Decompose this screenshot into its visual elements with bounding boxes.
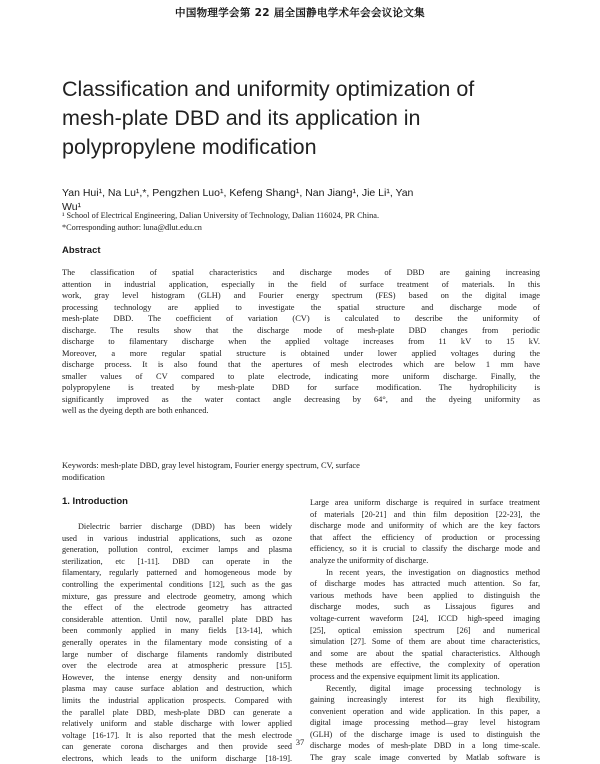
abstract-line: significantly improved as the water contact angle decreasing by 64°, and the dyeing uniformity as — [62, 394, 540, 404]
title-line: polypropylene modification — [62, 135, 317, 159]
abstract-line: processing technology are applied to investigate the spatial structure and discharge mode of — [62, 302, 540, 312]
body-line: of discharge modes has attracted much attention. So far, — [310, 579, 540, 589]
abstract-line: discharge. The results show that the discharge mode of mesh-plate DBD changes from periodic — [62, 325, 540, 335]
paper-title — [62, 75, 562, 162]
body-line: can generate corona discharges and then provide seed — [62, 742, 292, 752]
body-line: discharge modes, such as Lissajous figures and — [310, 602, 540, 612]
body-line: simulation [27]. Some of them are about time characteristics, — [310, 637, 540, 647]
abstract-line: The classification of spatial characteristics and discharge modes of DBD are gaining increasing — [62, 268, 540, 277]
author-line: Wu¹ — [62, 201, 82, 213]
affiliation: ¹ School of Electrical Engineering, Dalian University of Technology, Dalian 116024, PR China. — [62, 211, 380, 220]
body-line: been commonly applied in many fields [13-14], which — [62, 626, 292, 636]
abstract-heading: Abstract — [62, 245, 101, 256]
keywords-line: modification — [62, 472, 105, 482]
body-line: voltage-current waveform [24], ICCD high-speed imaging — [310, 613, 540, 623]
section-heading-introduction: 1. Introduction — [62, 496, 128, 507]
body-line: [25], optical emission spectrum [26] and numerical — [310, 625, 540, 635]
abstract-line: attention in industrial application, especially in the field of surface treatment of materials. In this — [62, 279, 540, 289]
body-line: large number of discharge filaments randomly distributed — [62, 649, 292, 659]
abstract-line: mesh-plate DBD. The coefficient of variation (CV) is calculated to describe the uniformity of — [62, 314, 540, 323]
body-line: various methods have been applied to distinguish the — [310, 590, 540, 600]
body-line: In recent years, the investigation on diagnostics method — [326, 567, 540, 577]
body-line: efficiency, so it is crucial to classify the discharge mode and — [310, 544, 540, 554]
author-list — [62, 186, 542, 214]
abstract-body — [62, 267, 540, 417]
abstract-line: Moreover, a more regular spatial structure is obtained under lower applied voltages during the — [62, 348, 540, 358]
body-line: convenient operation and wide application. In this paper, a — [310, 706, 540, 716]
keywords — [62, 460, 540, 483]
body-line: that affect the efficiency of production or processing — [310, 532, 540, 542]
body-line: (GLH) of the discharge image is used to distinguish the — [310, 729, 540, 739]
body-line: generally operates in the filamentary mode consisting of a — [62, 637, 292, 647]
body-line: and some are about the spatial characteristics. Although — [310, 648, 540, 658]
body-line: over the electrode area at atmospheric pressure [15]. — [62, 661, 292, 671]
left-column — [62, 521, 292, 764]
page-number: 37 — [295, 737, 305, 747]
body-line: limits the industrial application prospects. Compared with — [62, 695, 292, 705]
running-header: 中国物理学会第 22 届全国静电学术年会会议论文集 — [175, 7, 425, 19]
body-line: sterilization, etc [1-11]. DBD can operate in the — [62, 556, 292, 566]
title-line: mesh-plate DBD and its application in — [62, 106, 421, 130]
title-line: Classification and uniformity optimization of — [62, 77, 475, 101]
body-line: relatively uniform and stable discharge with lower applied — [62, 719, 292, 729]
body-line: filamentary, regularly patterned and homogeneous mode by — [62, 568, 292, 578]
body-line: the effect of the electrode geometry has attracted — [62, 603, 292, 613]
body-line: the parallel plate DBD, mesh-plate DBD can generate a — [62, 707, 292, 717]
abstract-line: polypropylene is treated by mesh-plate DBD for surface modification. The hydrophilicity is — [62, 383, 540, 392]
keywords-line: Keywords: mesh-plate DBD, gray level histogram, Fourier energy spectrum, CV, surface — [62, 461, 360, 470]
body-line: mixture, gas pressure and electrode geometry, among which — [62, 591, 292, 601]
abstract-line: well as the dyeing depth are both enhanced. — [62, 406, 209, 415]
body-line: discharge mode and uniformity of which are the key factors — [310, 521, 540, 531]
body-line: process and the expensive equipment limit its application. — [310, 671, 500, 681]
body-line: digital image processing method—gray level histogram — [310, 718, 540, 728]
body-line: electrons, which leads to the uniform discharge [18-19]. — [62, 753, 292, 763]
body-line: Large area uniform discharge is required in surface treatment — [310, 498, 540, 507]
body-line: voltage [16-17]. It is also reported that the mesh electrode — [62, 730, 292, 740]
body-line: generation, pollution control, excimer lamps and plasma — [62, 545, 292, 555]
body-line: of materials [20-21] and thin film deposition [22-23], the — [310, 509, 540, 519]
body-line: discharge modes of mesh-plate DBD in a long time-scale. — [310, 741, 540, 751]
body-line: plasma may cause surface ablation and destruction, which — [62, 684, 292, 694]
corresponding-author: *Corresponding author: luna@dlut.edu.cn — [62, 223, 202, 232]
body-line: controlling the experimental conditions [12], such as the gas — [62, 579, 292, 589]
body-line: considerable attention. Until now, parallel plate DBD has — [62, 614, 292, 624]
body-line: However, the intense energy density and non-uniform — [62, 672, 292, 682]
body-line: Recently, digital image processing technology is — [326, 683, 540, 693]
right-column — [310, 497, 540, 764]
abstract-line: discharge process. It is also found that the apertures of mesh electrodes which are below 1 mm have — [62, 360, 540, 369]
body-line: used in various industrial applications, such as ozone — [62, 533, 292, 543]
abstract-line: smaller values of CV compared to plate electrode, indicating more uniform discharge. Finally, the — [62, 371, 540, 381]
body-line: Dielectric barrier discharge (DBD) has been widely — [78, 522, 292, 531]
body-line: these methods are effective, the complexity of operation — [310, 660, 540, 670]
abstract-line: work, gray level histogram (GLH) and Fourier energy spectrum (FES) based on the digital image — [62, 291, 540, 300]
body-line: analyze the uniformity of discharge. — [310, 555, 429, 565]
abstract-line: discharge to filamentary discharge when the applied voltage increases from 11 kV to 15 kV. — [62, 337, 540, 346]
body-line: The gray scale image converted by Matlab software is — [310, 753, 540, 763]
author-line: Yan Hui¹, Na Lu¹,*, Pengzhen Luo¹, Kefeng Shang¹, Nan Jiang¹, Jie Li¹, Yan — [62, 187, 414, 199]
body-line: gaining increasingly interest for its high flexibility, — [310, 695, 540, 705]
